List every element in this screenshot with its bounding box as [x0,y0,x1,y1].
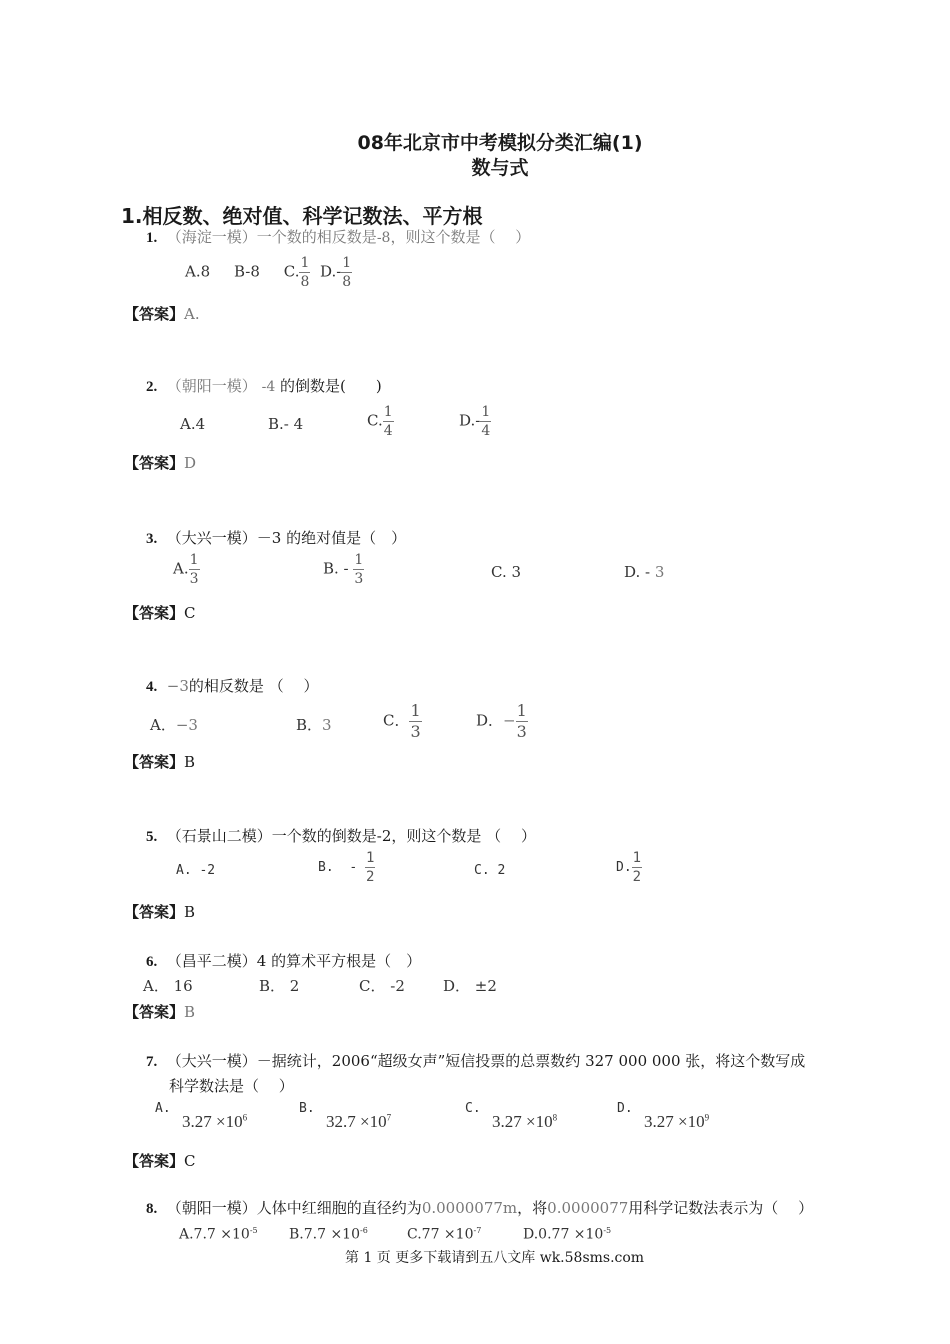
option-c: C. 2 [474,863,506,878]
fraction: $\frac{1}{3}$ [410,701,421,741]
options-1 [185,256,352,289]
fraction: $\frac{1}{4}$ [383,404,393,439]
answer-label: 【答案】 [124,604,185,622]
sci-value: $32.7 \times 10^7$ [326,1112,392,1131]
option-c: C. [465,1101,481,1116]
question-7 [146,1050,805,1071]
option-b: B． 2 [259,977,300,995]
question-8 [146,1197,813,1218]
question-number: 3. [146,531,158,547]
answer-label: 【答案】 [124,1152,185,1170]
option-a: A. [173,559,189,578]
answer-value: B [184,1003,196,1021]
fraction: $\frac{1}{2}$ [632,850,642,885]
option-d: D.- [319,262,342,281]
option-c: $C.77 \times 10^{-7}$ [407,1226,482,1243]
answer-6 [124,1001,195,1022]
option-d: $D.0.77 \times 10^{-5}$ [523,1226,612,1243]
section-heading: 1.相反数、绝对值、科学记数法、平方根 [121,204,483,228]
option-b: B. - [323,559,349,578]
options-6 [143,975,543,995]
option-a: A． [150,716,176,734]
question-number: 5. [146,829,158,845]
math-value: - [349,860,358,875]
question-number: 7. [146,1054,158,1070]
option-a: A.8 [185,262,211,281]
question-text: （大兴一模）－据统计，2006“超级女声”短信投票的总票数约 327 000 000 张，将这个数写成 [166,1052,806,1070]
option-d: D. - [624,563,651,581]
option-a: $A.7.7 \times 10^{-5}$ [179,1226,258,1243]
option-d: D． ±2 [443,977,497,995]
option-d: D. [616,860,632,875]
math-value: 0.0000077 [547,1199,629,1217]
option-c: C. [283,262,300,281]
option-a: A. -2 [176,863,216,878]
answer-4 [124,751,195,772]
answer-value: B [184,903,196,921]
math-value: − [503,711,516,730]
sci-value: $3.27 \times 10^9$ [644,1112,710,1131]
question-tail: ，则这个数是（ ） [390,228,531,246]
fraction: $\frac{1}{8}$ [342,255,352,290]
question-7-line2: 科学数法是（ ） [169,1077,294,1095]
question-text: （大兴一模）－3 的绝对值是（ ） [166,529,407,547]
option-d: D.- [459,411,481,430]
option-b: B-8 [234,262,260,281]
fraction: $\frac{1}{8}$ [300,255,310,290]
answer-value: A. [184,305,200,323]
sci-value: $3.27 \times 10^6$ [182,1112,248,1131]
answer-value: C [184,604,196,622]
answer-value: B [184,753,196,771]
option-c: C. [367,411,383,430]
question-6 [146,950,421,971]
option-a: A． 16 [143,977,193,995]
answer-3 [124,602,196,623]
math-value: 3 [654,563,665,581]
question-number: 1. [146,230,158,246]
option-c: C. 3 [491,563,522,581]
sci-value: $3.27 \times 10^8$ [492,1112,558,1131]
question-tail: 的倒数是( ) [280,377,382,395]
question-text: （海淀一模）一个数的相反数是 [166,228,377,246]
question-text: （朝阳一模） [166,377,257,395]
answer-label: 【答案】 [124,903,185,921]
option-b: B． [296,716,323,734]
answer-7 [124,1150,196,1171]
page-footer: 第 1 页 更多下载请到五八文库 wk.58sms.com [345,1250,645,1266]
math-value: 0.0000077m [421,1199,518,1217]
answer-5 [124,901,195,922]
options-4 [150,703,550,751]
answer-label: 【答案】 [124,1003,185,1021]
fraction: $\frac{1}{3}$ [516,701,527,741]
option-d: D. [617,1101,633,1116]
math-value: −3 [175,716,198,734]
question-1 [146,226,530,247]
answer-value: D [184,454,197,472]
fraction: $\frac{1}{3}$ [354,552,364,587]
question-text: （石景山二模）一个数的倒数是-2，则这个数是 （ ） [166,827,536,845]
question-5 [146,825,536,846]
answer-label: 【答案】 [124,454,185,472]
option-b: B.- 4 [268,415,304,433]
math-value: 3 [322,716,332,734]
math-value: -4 [261,379,276,395]
question-text: 的相反数是 （ ） [188,677,319,695]
options-3 [173,553,693,597]
answer-2 [124,452,196,473]
option-d: D． [476,711,504,730]
question-number: 8. [146,1201,158,1217]
answer-1 [124,303,200,324]
option-c: C． -2 [359,977,405,995]
option-a: A.4 [180,415,206,433]
option-c: C． [383,711,410,730]
question-3 [146,527,406,548]
fraction: $\frac{1}{4}$ [481,404,491,439]
answer-label: 【答案】 [124,305,185,323]
doc-title: 08年北京市中考模拟分类汇编(1) [357,132,643,154]
doc-subtitle: 数与式 [471,157,529,179]
question-text: （昌平二模）4 的算术平方根是（ ） [166,952,422,970]
question-2 [146,375,382,396]
fraction: $\frac{1}{2}$ [365,850,375,885]
answer-label: 【答案】 [124,753,185,771]
fraction: $\frac{1}{3}$ [189,552,199,587]
question-4 [146,675,318,696]
option-b: B. [299,1101,315,1116]
answer-value: C [184,1152,196,1170]
math-value: -8 [376,230,391,246]
options-8 [179,1226,639,1246]
question-mid: ，将 [517,1199,548,1217]
math-value: −3 [166,677,189,695]
options-7 [155,1101,735,1137]
options-5 [176,851,656,897]
question-text: （朝阳一模）人体中红细胞的直径约为 [166,1199,422,1217]
question-number: 2. [146,379,158,395]
question-number: 6. [146,954,158,970]
option-a: A. [155,1101,171,1116]
question-tail: 用科学记数法表示为（ ） [628,1199,814,1217]
question-number: 4. [146,679,158,695]
option-b: B. [318,860,334,875]
option-b: $B.7.7 \times 10^{-6}$ [289,1226,368,1243]
